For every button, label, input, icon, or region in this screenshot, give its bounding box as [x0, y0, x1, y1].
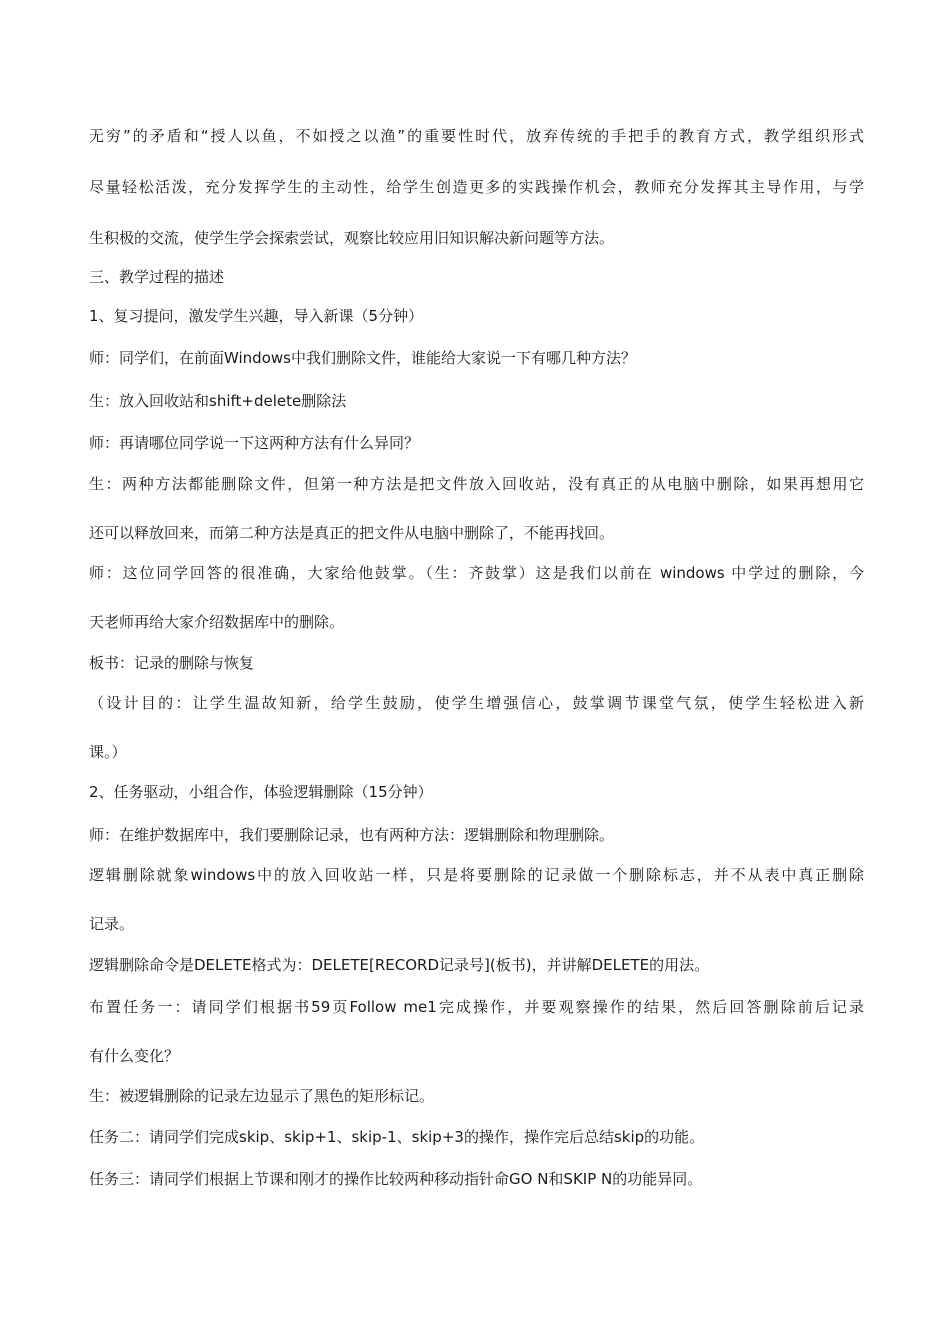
paragraph-line: 尽量轻松活泼，充分发挥学生的主动性，给学生创造更多的实践操作机会，教师充分发挥其主导作用，与学 — [89, 178, 864, 196]
blackboard-note: 板书：记录的删除与恢复 — [89, 654, 255, 672]
paragraph-line: 师：在维护数据库中，我们要删除记录，也有两种方法：逻辑删除和物理删除。 — [89, 826, 615, 844]
paragraph-line: 生：放入回收站和shift+delete删除法 — [89, 392, 347, 410]
paragraph-line: 记录。 — [89, 915, 135, 933]
paragraph-line: 师：这位同学回答的很准确，大家给他鼓掌。（生：齐鼓掌）这是我们以前在 windows 中学过的删除，今 — [89, 564, 864, 582]
paragraph-line: 生：被逻辑删除的记录左边显示了黑色的矩形标记。 — [89, 1087, 435, 1105]
subsection-heading: 2、任务驱动，小组合作，体验逻辑删除（15分钟） — [89, 783, 433, 801]
paragraph-line: 生：两种方法都能删除文件，但第一种方法是把文件放入回收站，没有真正的从电脑中删除，如果再想用它 — [89, 475, 864, 493]
paragraph-line: 逻辑删除命令是DELETE格式为：DELETE[RECORD记录号](板书)，并讲解DELETE的用法。 — [89, 956, 710, 974]
paragraph-line: 天老师再给大家介绍数据库中的删除。 — [89, 613, 345, 631]
section-heading: 三、教学过程的描述 — [89, 268, 225, 286]
paragraph-line: 课。） — [89, 743, 127, 761]
paragraph-line: 有什么变化？ — [89, 1047, 180, 1065]
paragraph-line: 任务三：请同学们根据上节课和刚才的操作比较两种移动指针命GO N和SKIP N的功能异同。 — [89, 1170, 703, 1188]
subsection-heading: 1、复习提问，激发学生兴趣，导入新课（5分钟） — [89, 307, 424, 325]
paragraph-line: 还可以释放回来，而第二种方法是真正的把文件从电脑中删除了，不能再找回。 — [89, 524, 615, 542]
paragraph-line: （设计目的：让学生温故知新，给学生鼓励，使学生增强信心，鼓掌调节课堂气氛，使学生轻松进入新 — [89, 694, 864, 712]
paragraph-line: 师：同学们，在前面Windows中我们删除文件，谁能给大家说一下有哪几种方法？ — [89, 349, 636, 367]
paragraph-line: 师：再请哪位同学说一下这两种方法有什么异同？ — [89, 434, 420, 452]
paragraph-line: 无穷”的矛盾和“授人以鱼，不如授之以渔”的重要性时代，放弃传统的手把手的教育方式，教学组织形式 — [89, 127, 864, 145]
paragraph-line: 任务二：请同学们完成skip、skip+1、skip-1、skip+3的操作，操作完后总结skip的功能。 — [89, 1128, 705, 1146]
paragraph-line: 布置任务一：请同学们根据书59页Follow me1完成操作，并要观察操作的结果，然后回答删除前后记录 — [89, 998, 864, 1016]
paragraph-line: 逻辑删除就象windows中的放入回收站一样，只是将要删除的记录做一个删除标志，并不从表中真正删除 — [89, 866, 864, 884]
paragraph-line: 生积极的交流，使学生学会探索尝试，观察比较应用旧知识解决新问题等方法。 — [89, 229, 615, 247]
